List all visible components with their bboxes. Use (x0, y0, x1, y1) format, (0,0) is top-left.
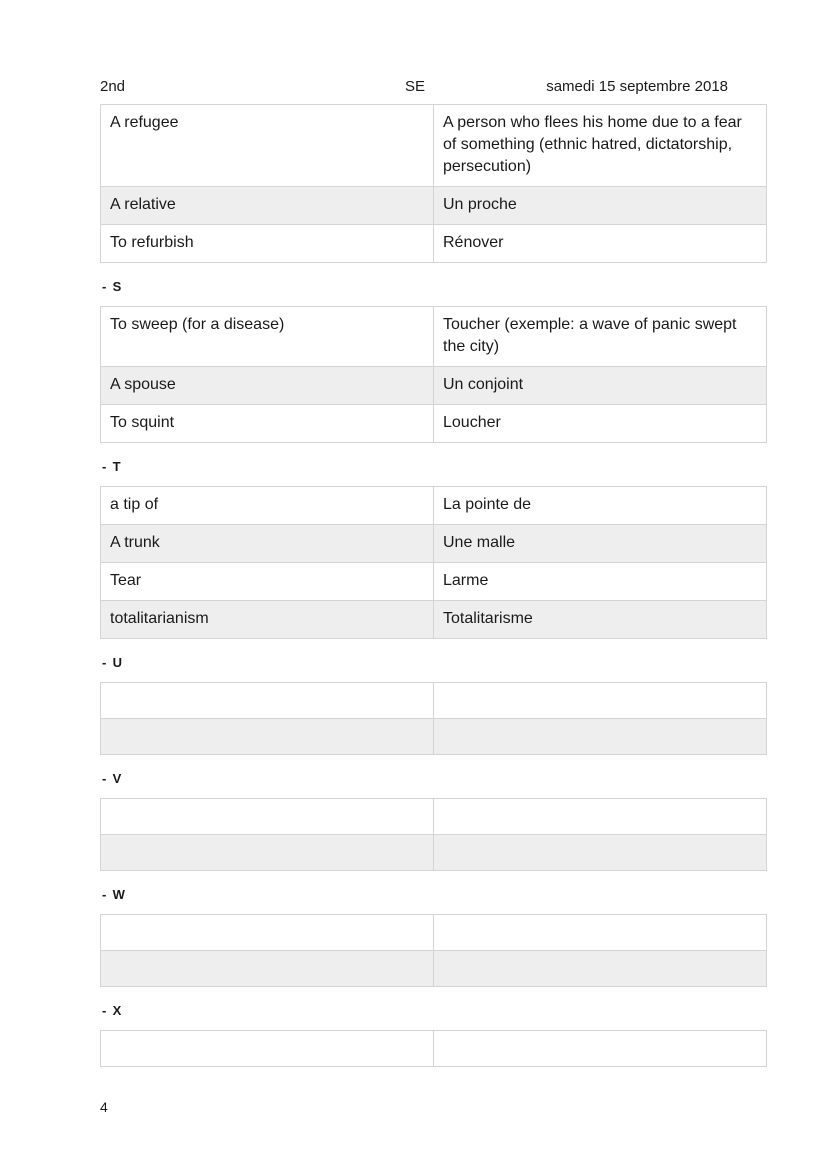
cell-english: a tip of (101, 487, 434, 525)
table-row (101, 951, 767, 987)
table-row (101, 719, 767, 755)
cell-english: A spouse (101, 367, 434, 405)
vocabulary-table (100, 306, 767, 443)
table-row (101, 799, 767, 835)
letter-heading-label: W (112, 887, 126, 902)
cell-french (434, 683, 767, 719)
letter-heading-label: S (112, 279, 122, 294)
cell-french: Une malle (434, 525, 767, 563)
letter-heading-w (102, 887, 728, 902)
cell-french (434, 719, 767, 755)
cell-english: Tear (101, 563, 434, 601)
cell-french (434, 915, 767, 951)
table-row (101, 367, 767, 405)
letter-heading-dash: - (102, 887, 107, 902)
cell-english (101, 915, 434, 951)
cell-french (434, 799, 767, 835)
cell-french: Rénover (434, 225, 767, 263)
cell-english: To refurbish (101, 225, 434, 263)
cell-french: Larme (434, 563, 767, 601)
letter-heading-x (102, 1003, 728, 1018)
vocabulary-table (100, 798, 767, 871)
letter-heading-label: V (112, 771, 122, 786)
table-row (101, 225, 767, 263)
table-row (101, 487, 767, 525)
letter-heading-dash: - (102, 771, 107, 786)
vocabulary-table (100, 682, 767, 755)
cell-english: To sweep (for a disease) (101, 307, 434, 367)
cell-english (101, 951, 434, 987)
cell-french: Un proche (434, 187, 767, 225)
cell-english: A trunk (101, 525, 434, 563)
vocabulary-sections (100, 104, 742, 1067)
cell-english (101, 835, 434, 871)
cell-english (101, 1031, 434, 1067)
cell-french: Un conjoint (434, 367, 767, 405)
cell-french (434, 835, 767, 871)
cell-french: Totalitarisme (434, 601, 767, 639)
letter-heading-label: T (112, 459, 121, 474)
letter-heading-dash: - (102, 655, 107, 670)
cell-english: totalitarianism (101, 601, 434, 639)
cell-french (434, 951, 767, 987)
table-row (101, 601, 767, 639)
page-number: 4 (100, 1099, 108, 1115)
letter-heading-label: U (112, 655, 123, 670)
vocabulary-table (100, 486, 767, 639)
header-date: samedi 15 septembre 2018 (546, 78, 728, 95)
vocabulary-table (100, 914, 767, 987)
cell-french: La pointe de (434, 487, 767, 525)
cell-english (101, 719, 434, 755)
table-row (101, 563, 767, 601)
letter-heading-dash: - (102, 459, 107, 474)
cell-french: Toucher (exemple: a wave of panic swept the city) (434, 307, 767, 367)
vocabulary-table (100, 1030, 767, 1067)
letter-heading-dash: - (102, 279, 107, 294)
letter-heading-s (102, 279, 728, 294)
table-row (101, 307, 767, 367)
cell-french: Loucher (434, 405, 767, 443)
cell-french: A person who flees his home due to a fear of something (ethnic hatred, dictatorship, persecution) (434, 105, 767, 187)
table-row (101, 525, 767, 563)
header-left-text: 2nd (100, 78, 126, 95)
table-row (101, 105, 767, 187)
letter-heading-dash: - (102, 1003, 107, 1018)
table-row (101, 835, 767, 871)
cell-french (434, 1031, 767, 1067)
table-row (101, 1031, 767, 1067)
cell-english: A relative (101, 187, 434, 225)
letter-heading-label: X (112, 1003, 122, 1018)
table-row (101, 405, 767, 443)
table-row (101, 915, 767, 951)
letter-heading-t (102, 459, 728, 474)
table-row (101, 187, 767, 225)
cell-english: To squint (101, 405, 434, 443)
table-row (101, 683, 767, 719)
cell-english (101, 683, 434, 719)
letter-heading-v (102, 771, 728, 786)
cell-english (101, 799, 434, 835)
header-center-text: SE (405, 78, 426, 95)
cell-english: A refugee (101, 105, 434, 187)
letter-heading-u (102, 655, 728, 670)
document-header (100, 78, 728, 104)
vocabulary-table (100, 104, 767, 263)
